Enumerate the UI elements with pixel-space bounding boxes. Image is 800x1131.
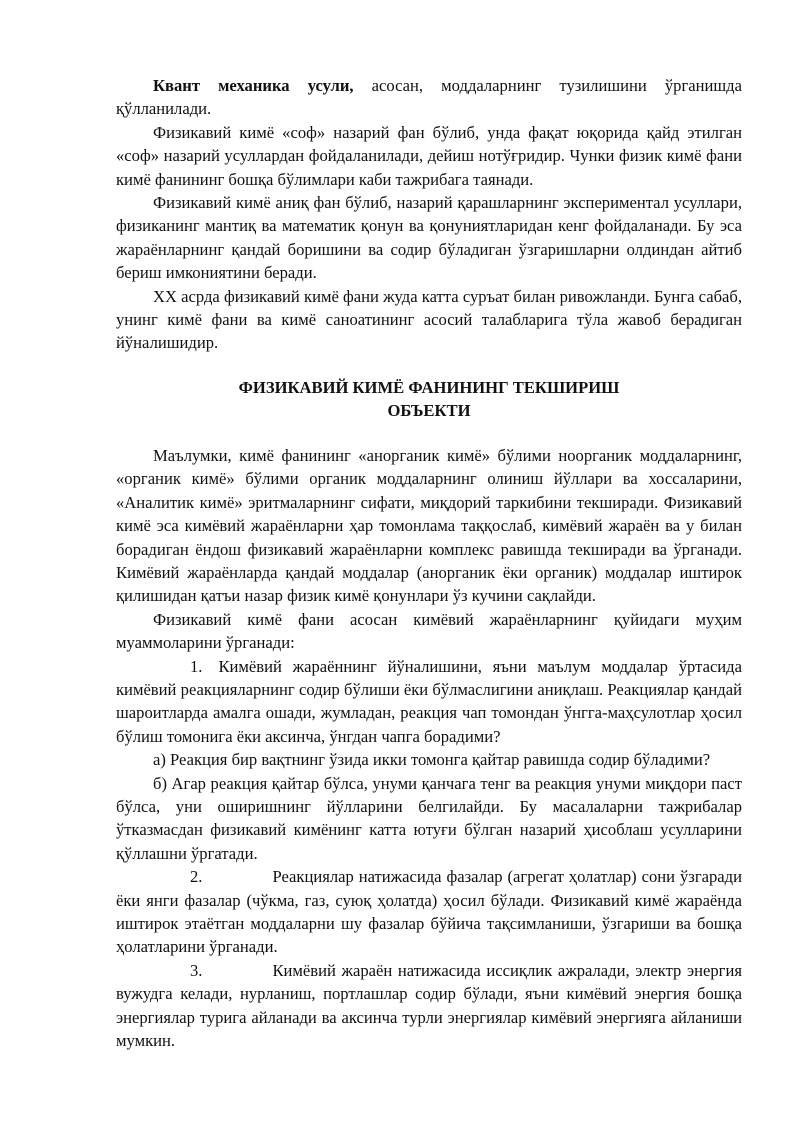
heading-line-1: ФИЗИКАВИЙ КИМЁ ФАНИНИНГ ТЕКШИРИШ [238, 377, 620, 397]
list-number: 1. [190, 656, 203, 676]
page-content [116, 74, 742, 1052]
list-item-text: Реакциялар натижасида фазалар (агрегат ҳолатлар) сони ўзгаради ёки янги фазалар (чўкма, газ, суюқ ҳолатда) ҳосил бўлади. Физикавий кимё жараёнда иштирок этаётган моддаларни шу фазалар бўйича тақсимланиши, ўзгариши ва бошқа ҳолатларини ўрганади. [116, 867, 742, 957]
list-item-text: Кимёвий жараённинг йўналишини, яъни маълум моддалар ўртасида кимёвий реакцияларнинг содир бўлиши ёки бўлмаслигини аниқлаш. Реакциялар қандай шароитларда амалга ошади, жумладан, реакция чап томондан ўнгга-маҳсулотлар ҳосил бўлиш томонига ёки аксинча, ўнгдан чапга борадими? [116, 656, 742, 746]
list-item-2 [116, 865, 742, 959]
paragraph-known-branches: Маълумки, кимё фанининг «анорганик кимё» бўлими ноорганик моддаларнинг, «органик кимё» бўлими органик моддаларнинг олиниш йўллари ва хоссаларини, «Аналитик кимё» эритмаларнинг сифати, миқдорий таркибини текширади. Физикавий кимё эса кимёвий жараёнларни ҳар томонлама таққослаб, кимёвий жараён ва у билан борадиган ёндош физикавий жараёнларни комплекс равишда текширади ва ўрганади. Кимёвий жараёнларда қандай моддалар (анорганик ёки органик) моддалар иштирок қилишидан қатъи назар физик кимё қонунлари ўз кучини сақлайди. [116, 445, 742, 606]
paragraph-main-problems: Физикавий кимё фани асосан кимёвий жараёнларнинг қуйидаги муҳим муаммоларини ўрганади: [116, 609, 742, 653]
heading-line-2: ОБЪЕКТИ [387, 400, 471, 420]
list-number: 3. [190, 960, 203, 980]
bold-term: Квант механика усули, [153, 76, 354, 95]
paragraph-text: асосан, моддаларнинг тузилишини ўрганишда қўлланилади. [116, 76, 742, 119]
list-item-3 [116, 959, 742, 1053]
section-heading [116, 376, 742, 422]
list-number: 2. [190, 867, 203, 887]
list-item-text: б) Агар реакция қайтар бўлса, унуми қанчага тенг ва реакция унуми миқдори паст бўлса, уни оширишнинг йўлларини белгилайди. Бу масалаларни тажрибалар ўтказмасдан физикавий кимёнинг катта ютуғи бўлган назарий ҳисоблаш усулларини қўллашни ўргатади. [116, 773, 742, 863]
list-item-1 [116, 655, 742, 749]
paragraph-exact-science: Физикавий кимё аниқ фан бўлиб, назарий қарашларнинг экспериментал усуллари, физиканинг мантиқ ва математик қонун ва қонуниятларидан кенг фойдаланади. Бу эса жараёнларнинг қандай боришини ва содир бўладиган ўзгаришларни олдиндан айтиб бериш имкониятини беради. [116, 193, 742, 283]
paragraph-quantum-methods [116, 74, 742, 121]
paragraph-pure-theory: Физикавий кимё «соф» назарий фан бўлиб, унда фақат юқорида қайд этилган «соф» назарий усуллардан фойдаланилади, дейиш нотўғридир. Чунки физик кимё фани кимё фанининг бошқа бўлимлари каби тажрибага таянади. [116, 122, 742, 189]
list-item-b [116, 772, 742, 866]
list-item-text: Кимёвий жараён натижасида иссиқлик ажралади, электр энергия вужудга келади, нурланиш, портлашлар содир бўлади, яъни кимёвий энергия бошқа энергиялар турига айланади ва аксинча турли энергиялар кимёвий энергияга айланиши мумкин. [116, 960, 742, 1051]
list-item-a [116, 748, 742, 771]
paragraph-20th-century: XX асрда физикавий кимё фани жуда катта суръат билан ривожланди. Бунга сабаб, унинг кимё фани ва кимё саноатининг асосий талабларига тўла жавоб берадиган йўналишидир. [116, 286, 742, 353]
list-item-text: а) Реакция бир вақтнинг ўзида икки томонга қайтар равишда содир бўладими? [153, 750, 711, 770]
